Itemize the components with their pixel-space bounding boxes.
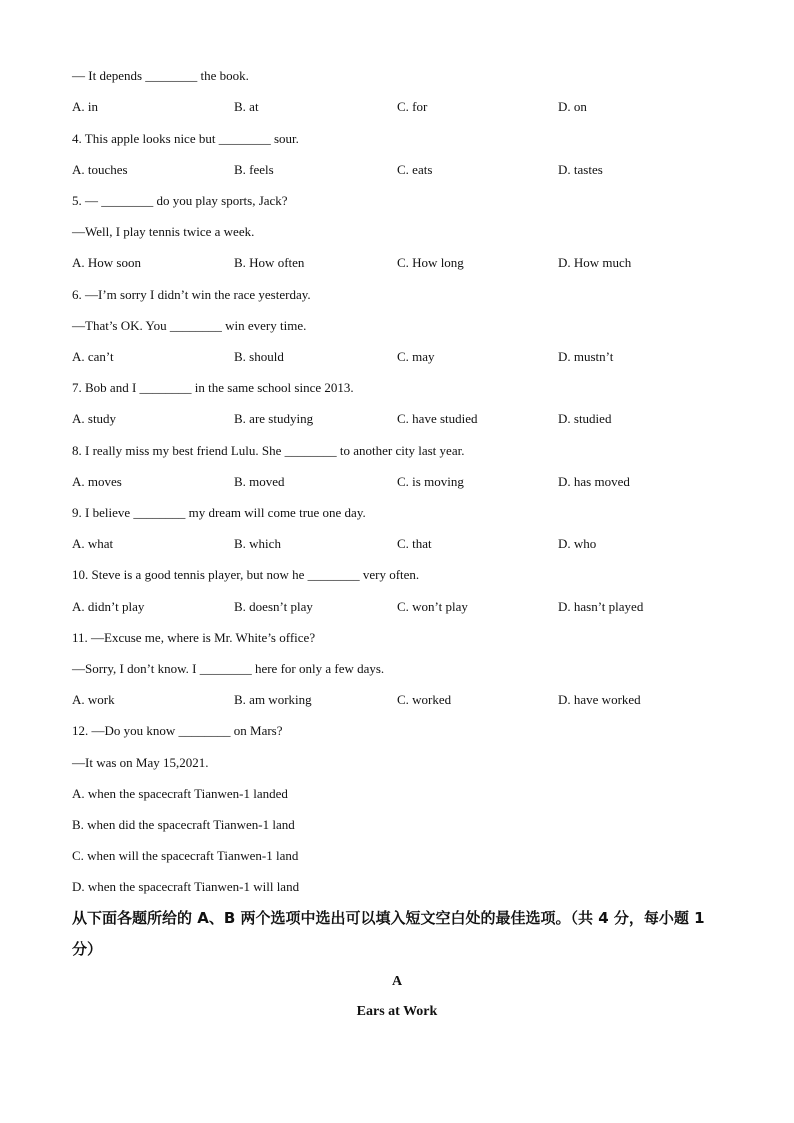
- option-a[interactable]: A. work: [72, 692, 115, 707]
- option-a[interactable]: A. can’t: [72, 349, 114, 364]
- option-a[interactable]: A. study: [72, 411, 117, 426]
- section-instruction: 从下面各题所给的 A、B 两个选项中选出可以填入短文空白处的最佳选项。（共 4 分，每小题 1 分）: [72, 909, 705, 958]
- question-12-stem: 12. —Do you know ________ on Mars?: [72, 723, 283, 738]
- option-a[interactable]: A. touches: [72, 162, 128, 177]
- option-a[interactable]: A. when the spacecraft Tianwen-1 landed: [72, 786, 288, 801]
- option-a[interactable]: A. moves: [72, 474, 122, 489]
- question-9-stem: 9. I believe ________ my dream will come true one day.: [72, 505, 366, 520]
- question-4-stem: 4. This apple looks nice but ________ sour.: [72, 131, 299, 146]
- option-d[interactable]: D. studied: [558, 411, 612, 426]
- option-d[interactable]: D. tastes: [558, 162, 603, 177]
- passage-label: A: [391, 974, 403, 989]
- option-d[interactable]: D. mustn’t: [558, 349, 614, 364]
- question-6-stem: 6. —I’m sorry I didn’t win the race yesterday.: [72, 287, 311, 302]
- option-b[interactable]: B. when did the spacecraft Tianwen-1 land: [72, 817, 295, 832]
- option-d[interactable]: D. when the spacecraft Tianwen-1 will land: [72, 879, 300, 894]
- option-d[interactable]: D. on: [558, 99, 587, 114]
- option-c[interactable]: C. won’t play: [397, 599, 468, 614]
- option-b[interactable]: B. at: [234, 99, 259, 114]
- option-c[interactable]: C. that: [397, 536, 432, 551]
- option-c[interactable]: C. How long: [397, 255, 464, 270]
- option-b[interactable]: B. How often: [234, 255, 305, 270]
- question-12-reply: —It was on May 15,2021.: [72, 755, 209, 770]
- question-11-stem: 11. —Excuse me, where is Mr. White’s office?: [72, 630, 316, 645]
- option-b[interactable]: B. am working: [234, 692, 312, 707]
- option-c[interactable]: C. eats: [397, 162, 433, 177]
- option-d[interactable]: D. who: [558, 536, 597, 551]
- option-c[interactable]: C. for: [397, 99, 428, 114]
- question-3-answer-line: — It depends ________ the book.: [72, 68, 249, 83]
- passage-title: Ears at Work: [356, 1004, 438, 1019]
- option-d[interactable]: D. have worked: [558, 692, 641, 707]
- option-c[interactable]: C. is moving: [397, 474, 464, 489]
- question-7-stem: 7. Bob and I ________ in the same school since 2013.: [72, 380, 354, 395]
- option-b[interactable]: B. feels: [234, 162, 274, 177]
- option-d[interactable]: D. How much: [558, 255, 632, 270]
- option-d[interactable]: D. hasn’t played: [558, 599, 644, 614]
- question-5-reply: —Well, I play tennis twice a week.: [72, 224, 255, 239]
- option-a[interactable]: A. what: [72, 536, 114, 551]
- option-b[interactable]: B. which: [234, 536, 281, 551]
- option-c[interactable]: C. worked: [397, 692, 452, 707]
- question-8-stem: 8. I really miss my best friend Lulu. She ________ to another city last year.: [72, 443, 465, 458]
- option-b[interactable]: B. doesn’t play: [234, 599, 313, 614]
- question-6-reply: —That’s OK. You ________ win every time.: [72, 318, 307, 333]
- option-d[interactable]: D. has moved: [558, 474, 630, 489]
- option-a[interactable]: A. didn’t play: [72, 599, 145, 614]
- question-5-stem: 5. — ________ do you play sports, Jack?: [72, 193, 288, 208]
- option-c[interactable]: C. when will the spacecraft Tianwen-1 land: [72, 848, 299, 863]
- option-b[interactable]: B. are studying: [234, 411, 314, 426]
- option-b[interactable]: B. moved: [234, 474, 285, 489]
- option-a[interactable]: A. How soon: [72, 255, 141, 270]
- question-10-stem: 10. Steve is a good tennis player, but now he ________ very often.: [72, 567, 420, 582]
- option-c[interactable]: C. have studied: [397, 411, 478, 426]
- question-11-reply: —Sorry, I don’t know. I ________ here for only a few days.: [72, 661, 385, 676]
- option-a[interactable]: A. in: [72, 99, 98, 114]
- option-c[interactable]: C. may: [397, 349, 435, 364]
- option-b[interactable]: B. should: [234, 349, 284, 364]
